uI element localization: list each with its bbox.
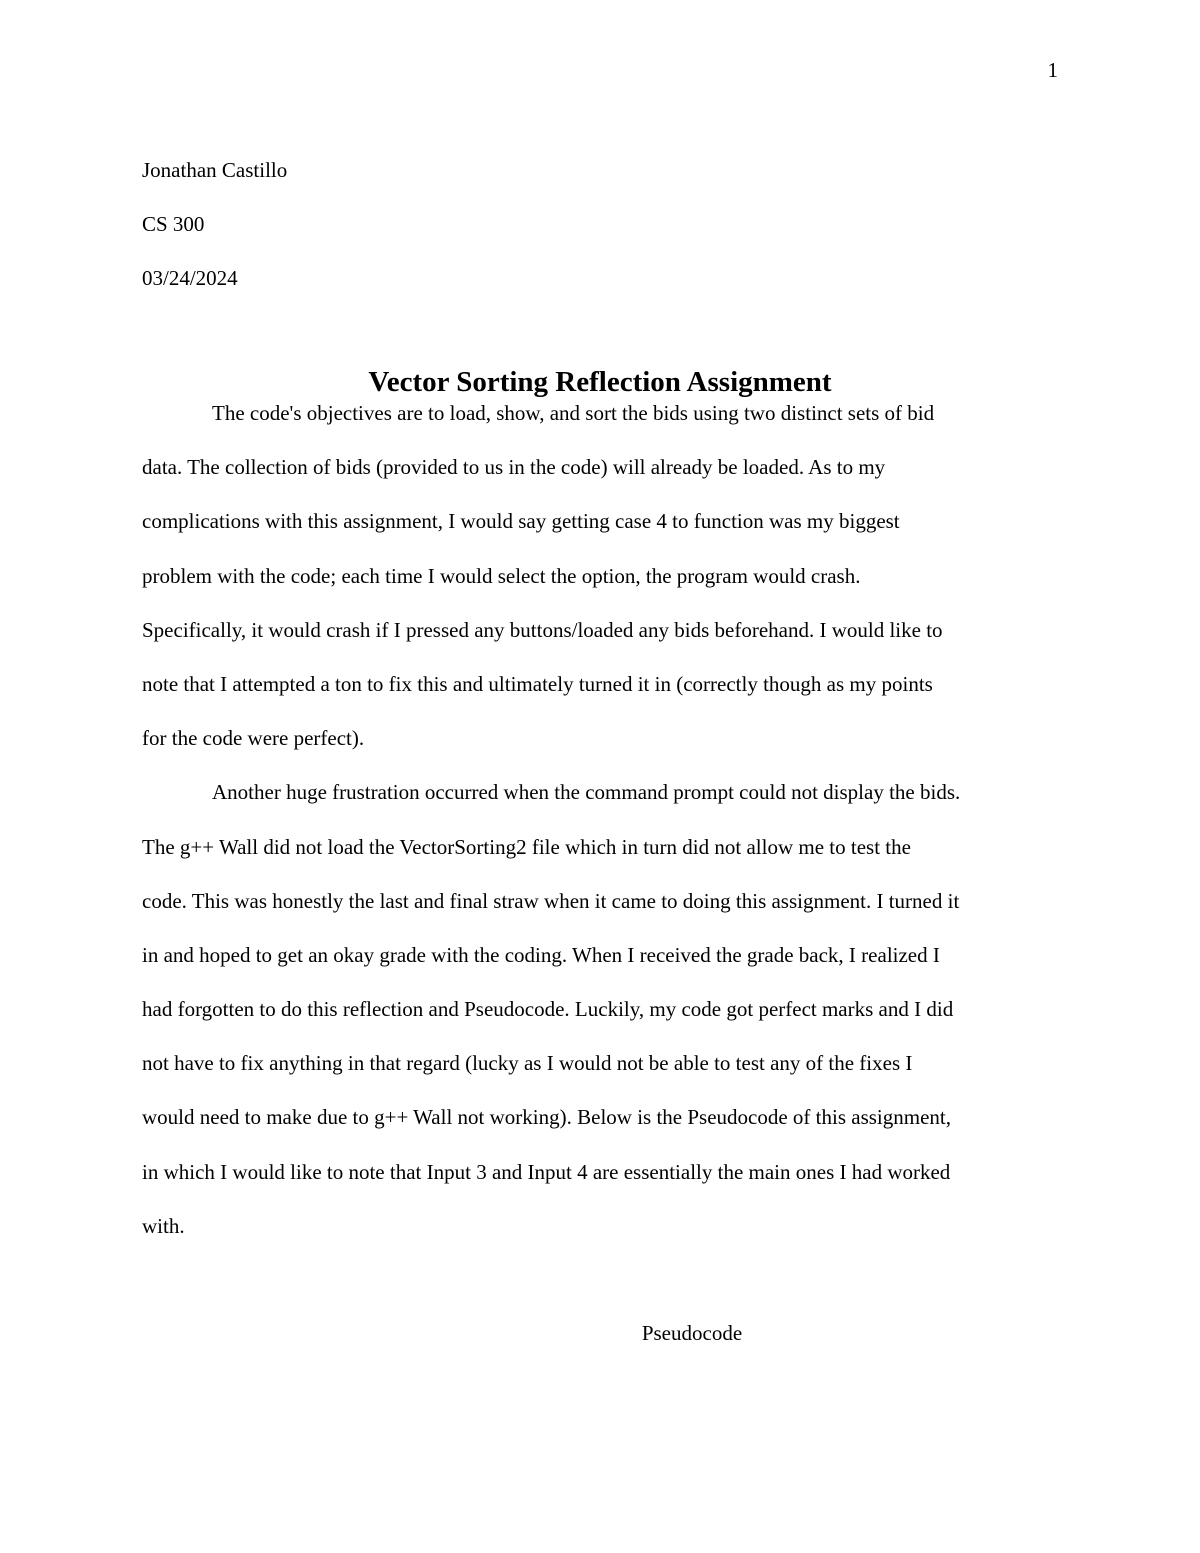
author-name: Jonathan Castillo bbox=[142, 158, 288, 182]
paragraph-2 bbox=[142, 765, 1058, 1253]
paragraph-line: code. This was honestly the last and final straw when it came to doing this assignment. I turned it bbox=[142, 888, 960, 913]
paragraph-line: problem with the code; each time I would select the option, the program would crash. bbox=[142, 563, 861, 588]
paragraph-line: The g++ Wall did not load the VectorSorting2 file which in turn did not allow me to test the bbox=[142, 834, 911, 859]
paragraph-line: not have to fix anything in that regard (lucky as I would not be able to test any of the fixes I bbox=[142, 1051, 913, 1076]
paragraph-line: in which I would like to note that Input 3 and Input 4 are essentially the main ones I had worked bbox=[142, 1159, 951, 1184]
course-code: CS 300 bbox=[142, 212, 205, 236]
student-header bbox=[142, 143, 1062, 305]
document-body bbox=[142, 386, 1058, 1253]
paragraph-line: Specifically, it would crash if I pressed any buttons/loaded any bids beforehand. I would like to bbox=[142, 617, 943, 642]
page-number: 1 bbox=[1047, 58, 1058, 82]
paragraph-line: note that I attempted a ton to fix this and ultimately turned it in (correctly though as my points bbox=[142, 671, 933, 696]
paragraph-line: Another huge frustration occurred when the command prompt could not display the bids. bbox=[212, 780, 961, 805]
paragraph-line: would need to make due to g++ Wall not working). Below is the Pseudocode of this assignment, bbox=[142, 1105, 951, 1130]
paragraph-1 bbox=[142, 386, 1058, 765]
document-title: Vector Sorting Reflection Assignment bbox=[368, 366, 832, 398]
paragraph-line: in and hoped to get an okay grade with the coding. When I received the grade back, I realized I bbox=[142, 942, 940, 967]
paragraph-line: had forgotten to do this reflection and Pseudocode. Luckily, my code got perfect marks and I did bbox=[142, 997, 954, 1022]
paragraph-line: for the code were perfect). bbox=[142, 726, 365, 751]
paragraph-line: The code's objectives are to load, show, and sort the bids using two distinct sets of bid bbox=[212, 401, 935, 425]
paragraph-line: with. bbox=[142, 1213, 185, 1238]
pseudocode-heading: Pseudocode bbox=[641, 1321, 743, 1345]
paragraph-line: data. The collection of bids (provided to us in the code) will already be loaded. As to my bbox=[142, 455, 886, 480]
submission-date: 03/24/2024 bbox=[142, 266, 238, 290]
paragraph-line: complications with this assignment, I would say getting case 4 to function was my biggest bbox=[142, 509, 900, 534]
